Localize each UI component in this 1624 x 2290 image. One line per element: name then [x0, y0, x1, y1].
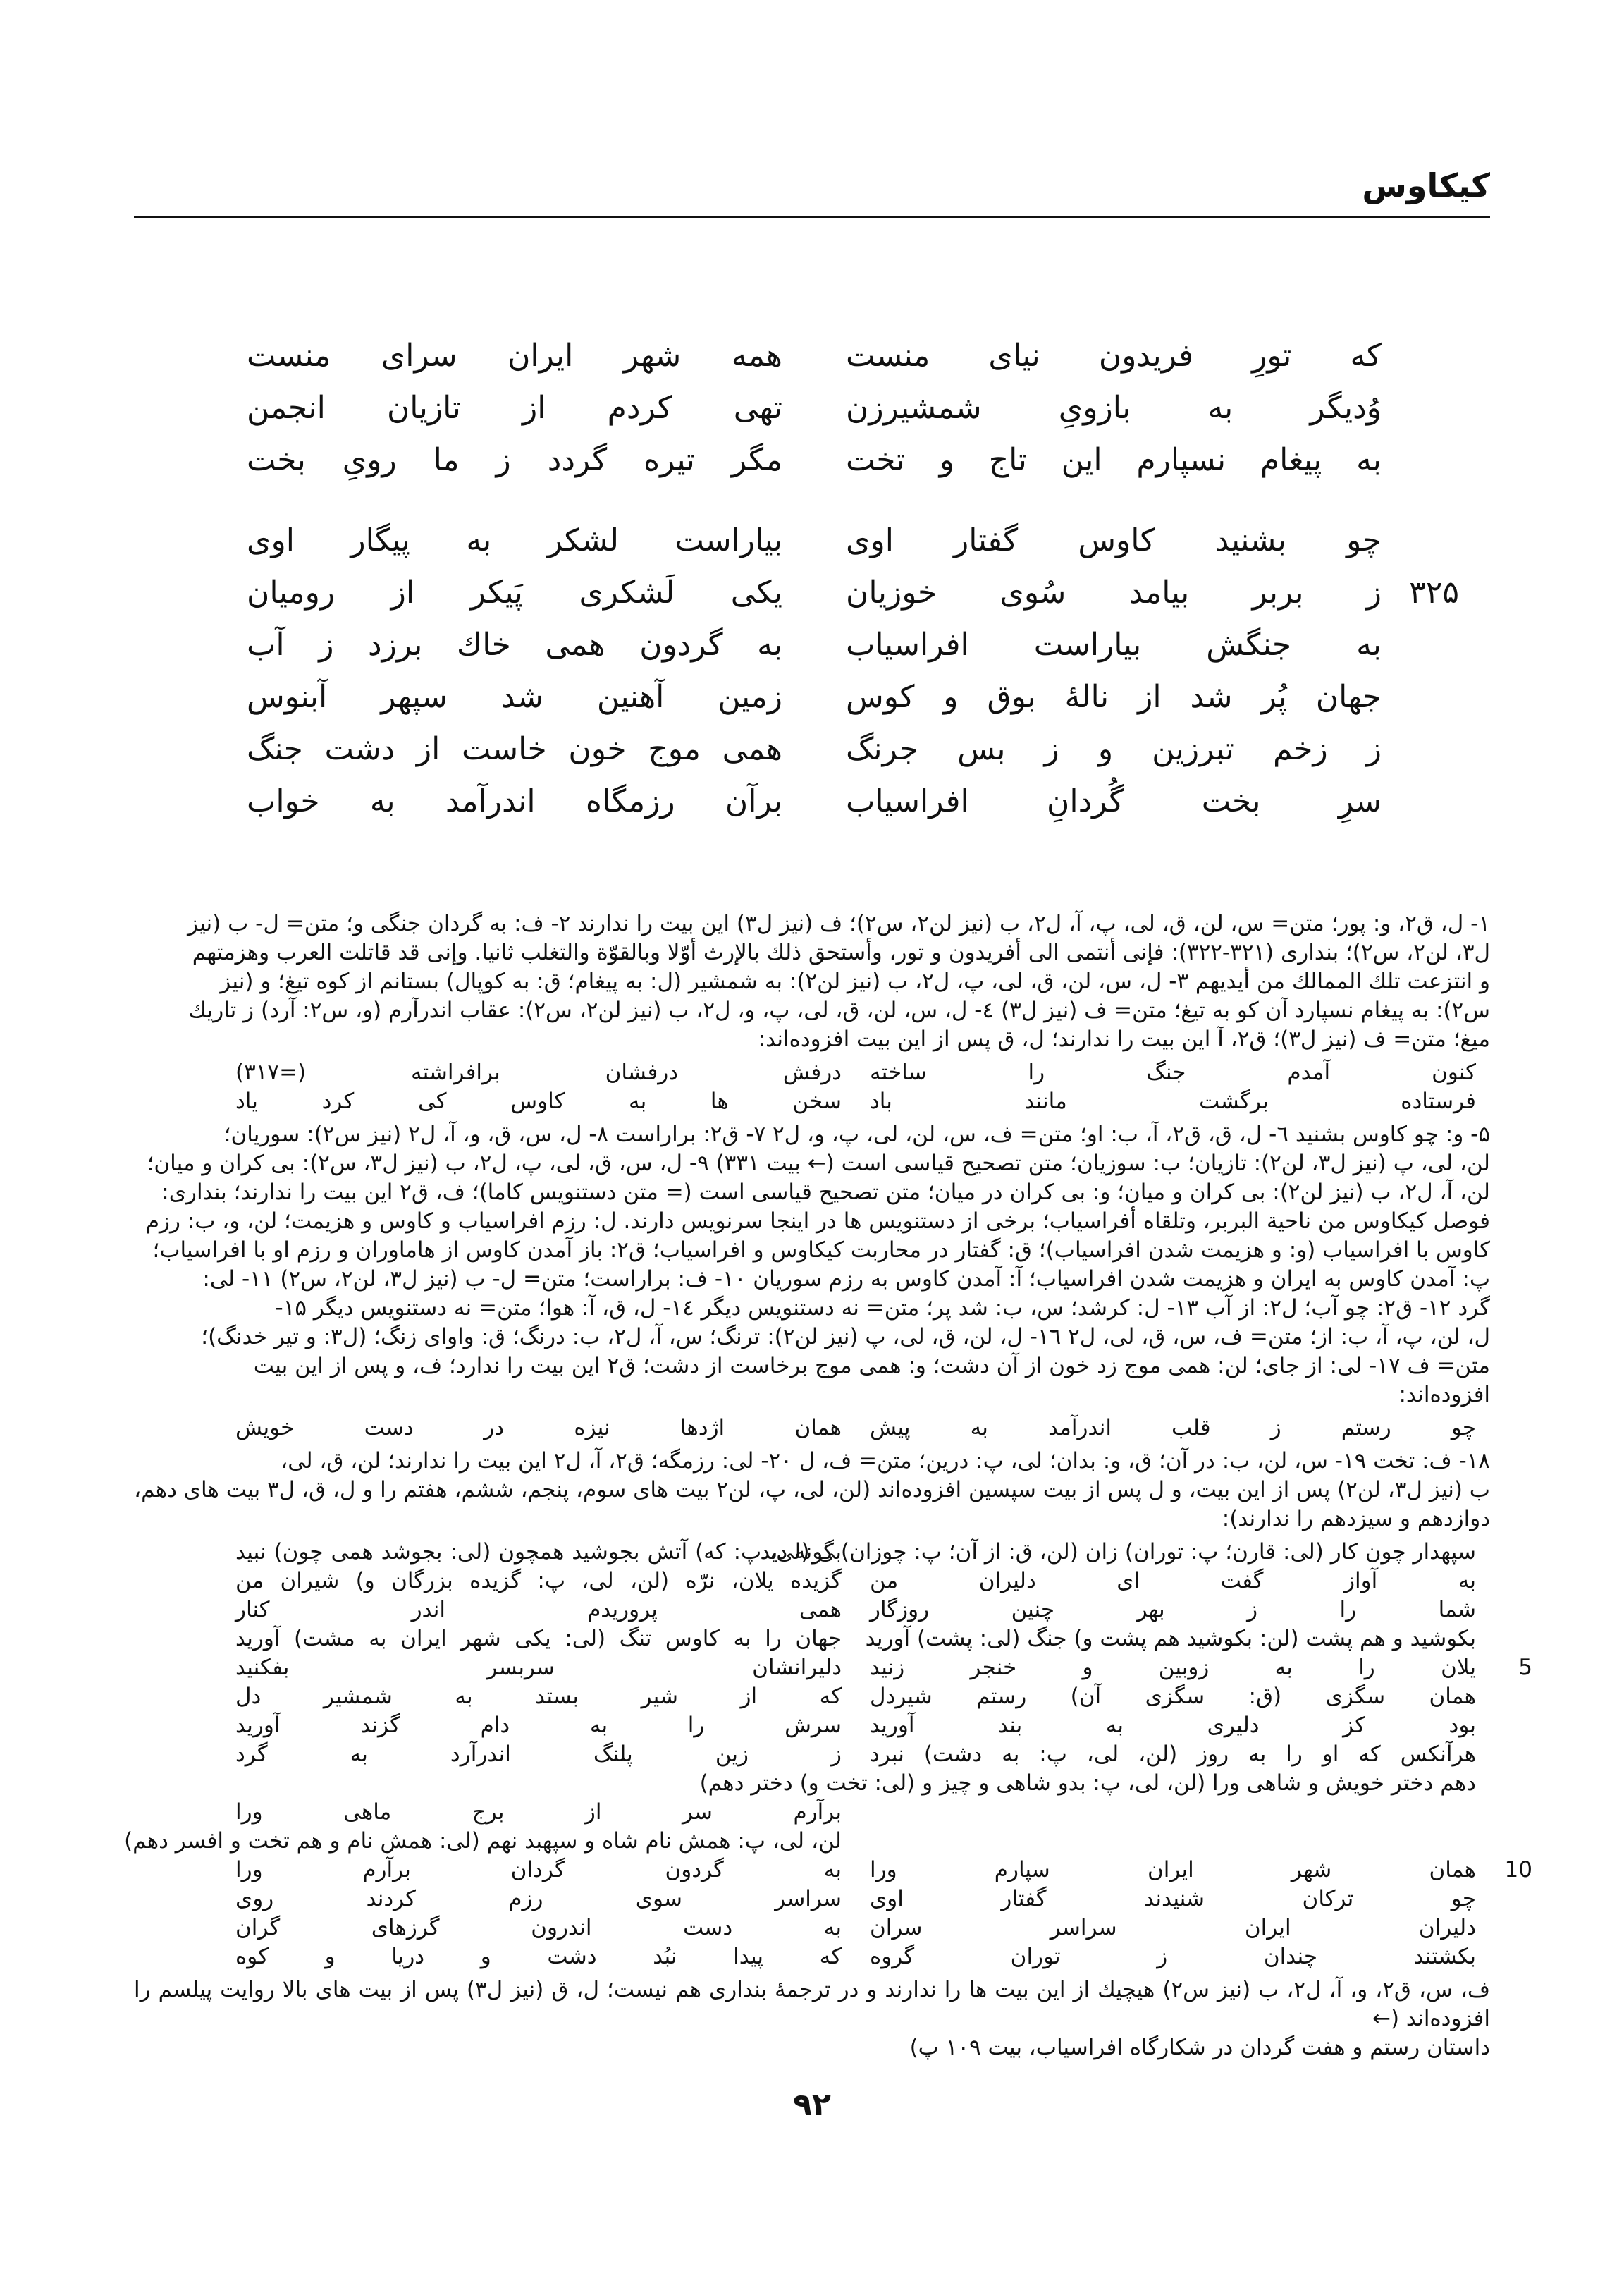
beyt [247, 776, 1382, 828]
beyt [247, 671, 1382, 723]
variant-misra-first: چو رستم ز قلب اندرآمد به پیش [870, 1415, 1476, 1440]
variant-misra-first: بود کز دلیری به بند آورید [870, 1713, 1476, 1738]
misra-second: به گردون همی خاك برزد ز آب [247, 627, 782, 663]
variant-misra-second: که پیدا نبُد دشت و دریا و کوه [235, 1944, 842, 1969]
note-line: افزوده‌اند: [1398, 1382, 1490, 1407]
variant-misra-second: لن، لی، پ: همش نام شاه و سپهبد نهم (لی: همش نام و هم تخت و افسر دهم) [124, 1828, 842, 1854]
variant-beyt [134, 1769, 1490, 1798]
variant-beyt [134, 1058, 1490, 1087]
misra-first: ز بربر بیامد سُوی خوزیان [846, 575, 1382, 611]
variant-misra-second: به گردون گردان برآرم ورا [235, 1857, 842, 1882]
variant-number: 5 [1518, 1655, 1532, 1680]
misra-second: همی موج خون خاست از دشت جنگ [247, 731, 782, 767]
variant-misra-second: دلیرانشان سربسر بفکنید [235, 1655, 842, 1680]
note-line: ۱۸- ف: تخت ۱۹- س، لن، ب: در آن؛ ق، و: بدان؛ لی، پ: درین؛ متن= ف، ل ۲۰- لی: رزمگه؛ ق۲، آ، ل۲ این بیت را ندارند؛ لن، ق، لی، [281, 1448, 1490, 1474]
variant-misra-first: سپهدار چون کار (لی: قارن؛ پ: توران) زان (لن، ق: از آن؛ پ: چوزان) گونه دید [760, 1539, 1476, 1565]
variant-misra-first: کنون آمدم جنگ را ساخته [870, 1060, 1476, 1085]
misra-second: تهی کردم از تازیان انجمن [247, 390, 782, 426]
variant-misra-first: دهم دختر خویش و شاهی ورا (لن، لی، پ: بدو شاهی و چیز و (لی: تخت و) دختر دهم) [699, 1770, 1476, 1796]
misra-second: مگر تیره گردد ز ما رویِ بخت [247, 442, 782, 478]
page-header-title: کیکاوس [1362, 166, 1490, 204]
variant-misra-first: هرآنکس که او را به روز (لن، لی، پ: به دشت) نبرد [870, 1741, 1476, 1767]
variant-misra-first [856, 1798, 1490, 1827]
beyt [247, 330, 1382, 382]
variant-beyt [134, 1538, 1490, 1567]
variant-block [134, 1058, 1490, 1116]
variant-misra-second: سخن ها به کاوس کی کرد یاد [235, 1089, 842, 1114]
variant-misra-second: ز زین پلنگ اندرآرد به گرد [235, 1741, 842, 1767]
beyt [247, 382, 1382, 434]
variant-beyt [134, 1682, 1490, 1711]
beyt [247, 515, 1382, 567]
variant-misra-first: همان شهر ایران سپارم ورا [870, 1857, 1476, 1882]
note-line: دوازدهم و سیزدهم را ندارند): [1222, 1506, 1490, 1531]
misra-first: به جنگش بیاراست افراسیاب [846, 627, 1382, 663]
variant-misra-first: به آواز گفت ای دلیران من [870, 1568, 1476, 1593]
note-line: ۵- و: چو کاوس بشنید ٦- ل، ق، ق۲، آ، ب: او؛ متن= ف، س، لن، لی، پ، و، ل۲ ۷- ق۲: براراست ۸- ل، س، ق، و، آ، ل۲ (نیز س۲): سوریان؛ [223, 1122, 1490, 1147]
variant-misra-first: چو ترکان شنیدند گفتار اوی [870, 1886, 1476, 1911]
variant-misra-second: همان اژدها نیزه در دست خویش [235, 1415, 842, 1440]
note-line: ل۳، لن۲، س۲)؛ بنداری (۳۲۱-۳۲۲): فإنی أنتمی الی أفریدون و تور، وأستحق ذلك بالإرث أوّلا وبالقوّة والتغلب ثانیا. وإنی قد قاتلت العرب وهزمتهم [192, 940, 1490, 965]
variant-misra-second: همی پروریدم اندر کنار [235, 1597, 842, 1622]
misra-second: زمین آهنین شد سپهر آبنوس [247, 679, 782, 715]
beyt [247, 723, 1382, 776]
variant-beyt [134, 1087, 1490, 1116]
variant-beyt [134, 1798, 1490, 1827]
beyt-number: ۳۲۵ [1409, 575, 1459, 611]
page-number: ۹۲ [793, 2087, 831, 2123]
note-line: و انتزعت تلك الممالك من أیدیهم ۳- ل، س، لن، ق، لی، پ، ل۲، ب (نیز لن۲): به شمشیر (ل: به پیغام؛ ق: به کوپال) بستانم از کوه تیغ؛ و (نیز [220, 969, 1490, 994]
variant-misra-first [856, 1827, 1490, 1856]
misra-first: سرِ بخت گُردانِ افراسیاب [846, 783, 1382, 819]
variant-misra-second [221, 1769, 856, 1798]
misra-second: همه شهر ایران سرای منست [247, 338, 782, 374]
misra-second: بیاراست لشکر به پیگار اوی [247, 522, 782, 558]
misra-first: که تورِ فریدون نیای منست [846, 338, 1382, 374]
variant-misra-first: بکشتند چندان ز توران گروه [870, 1944, 1476, 1969]
variant-misra-second: بی (لی، پ: که) آتش بجوشید همچون (لی: بجوشد همی چون) نبید [235, 1539, 842, 1565]
misra-first: چو بشنید کاوس گفتار اوی [846, 522, 1382, 558]
variant-beyt [134, 1596, 1490, 1624]
variant-beyt [124, 1827, 1490, 1856]
variant-beyt [134, 1414, 1490, 1443]
note-line: لن، لی، پ (نیز ل۳، لن۲): تازیان؛ ب: سوزیان؛ متن تصحیح قیاسی است (← بیت ۳۳۱) ۹- ل، س، ق، لی، پ، ل۲، ب (نیز ل۳، س۲): بی کران و میان؛ [147, 1151, 1490, 1176]
misra-first: جهان پُر شد از نالهٔ بوق و کوس [846, 679, 1382, 715]
note-line: س۲): به پیغام نسپارد آن کو به تیغ؛ متن= ف (نیز ل۳) ٤- ل، س، لن، ق، لی، پ، و، ل۲، ب (نیز لن۲، س۲): عقاب اندرآرم (و، س۲: آرد) ز تاریك [188, 998, 1490, 1023]
running-header [134, 166, 1490, 218]
note-line: لن، آ، ل۲، ب (نیز لن۲): بی کران و میان؛ و: بی کران در میان؛ متن تصحیح قیاسی است (= متن دستنویس کاما)؛ ف، ق۲ این بیت را ندارند؛ بنداری: [161, 1180, 1490, 1205]
note-line: میغ؛ متن= ف (نیز ل۳)؛ ق۲، آ این بیت را ندارند؛ ل، ق پس از این بیت افزوده‌اند: [758, 1027, 1490, 1052]
note-line: پ: آمدن کاوس به ایران و هزیمت شدن افراسیاب؛ آ: آمدن کاوس به رزم سوریان ۱۰- ف: براراست؛ متن= ل- ب (نیز ل۳، لن۲، س۲) ۱۱- لی: [202, 1266, 1490, 1292]
variant-misra-second: به دست اندرون گرزهای گران [235, 1915, 842, 1940]
note-line: ۱- ل، ق۲، و: پور؛ متن= س، لن، ق، لی، پ، آ، ل۲، ب (نیز لن۲، س۲)؛ ف (نیز ل۳) این بیت را ندارند ۲- ف: به گردان جنگی و؛ متن= ل- ب (نیز [187, 911, 1490, 936]
beyt [247, 567, 1459, 619]
note-line: فوصل کیکاوس من ناحیة البربر، وتلقاه أفراسیاب؛ برخی از دستنویس ها در اینجا سرنویس دارند. ل: رزم افراسیاب و کاوس و هزیمت؛ لن، و، ب: رزم [145, 1208, 1490, 1234]
variant-beyt [134, 1885, 1490, 1914]
variant-beyt [134, 1567, 1490, 1596]
variant-beyt [134, 1653, 1532, 1682]
beyt [247, 619, 1382, 671]
misra-first: ز زخم تبرزین و ز بس جرنگ [846, 731, 1382, 767]
misra-second: برآن رزمگاه اندرآمد به خواب [247, 783, 782, 819]
note-line: کاوس با افراسیاب (و: و هزیمت شدن افراسیاب)؛ ق: گفتار در محاربت کیکاوس و افراسیاب؛ ق۲: باز آمدن کاوس از هاماوران و رزم او با افراسیاب؛ [152, 1237, 1490, 1263]
variant-misra-first: همان سگزی (ق: سگزی آن) رستم شیردل [870, 1684, 1476, 1709]
note-line: داستان رستم و هفت گردان در شکارگاه افراسیاب، بیت ۱۰۹ پ) [909, 2035, 1490, 2060]
misra-first: وُدیگر به بازویِ شمشیرزن [846, 390, 1382, 426]
variant-misra-second: گزیده یلان، نرّه (لن، لی، پ: گزیده بزرگان و) شیران من [235, 1568, 842, 1593]
note-line: ب (نیز ل۳، لن۲) پس از این بیت، و ل پس از بیت سپسین افزوده‌اند (لن، لی، پ، لن۲ بیت های سوم، پنجم، ششم، هفتم را و ل، ق، ل۳ بیت های دهم، [134, 1477, 1490, 1502]
variant-misra-first: بکوشید و هم پشت (لن: بکوشید هم پشت و) جنگ (لی: پشت) آورید [865, 1626, 1476, 1651]
footnotes [124, 910, 1532, 2062]
note-line: متن= ف ۱۷- لی: از جای؛ لن: همی موج زد خون از آن دشت؛ و: همی موج برخاست از دشت؛ ق۲ این بیت را ندارد؛ ف، و پس از این بیت [253, 1353, 1490, 1378]
variant-misra-second: که از شیر بستد به شمشیر دل [235, 1684, 842, 1709]
variant-misra-second: برآرم سر از برج ماهی ورا [235, 1799, 842, 1825]
note-line: ل، لن، پ، آ، ب: از؛ متن= ف، س، ق، لی، ل۲ ۱٦- ل، لن، ق، لی، پ (نیز لن۲): ترنگ؛ س، آ، ل۲، ب: درنگ؛ ق: واوای زنگ؛ (ل۳: و تیر خدنگ)؛ [201, 1324, 1490, 1349]
variant-misra-second: سرش را به دام گزند آورید [235, 1713, 842, 1738]
variant-misra-second: جهان را به کاوس تنگ (لی: یکی شهر ایران به مشت) آورید [235, 1626, 842, 1651]
note-line: گرد ۱۲- ق۲: چو آب؛ ل۲: از آب ۱۳- ل: کرشد؛ س، ب: شد پر؛ متن= نه دستنویس دیگر ۱٤- ل، ق، آ: هوا؛ متن= نه دستنویس دیگر ۱۵- [275, 1295, 1490, 1321]
variant-block [124, 1538, 1532, 1971]
variant-misra-first: دلیران ایران سراسر سران [870, 1915, 1476, 1940]
variant-misra-first: شما را ز بهر چنین روزگار [870, 1597, 1476, 1622]
variant-beyt [134, 1914, 1490, 1942]
variant-beyt [134, 1740, 1490, 1769]
variant-number: 10 [1504, 1857, 1532, 1882]
misra-first: به پیغام نسپارم این تاج و تخت [846, 442, 1382, 478]
variant-beyt [134, 1711, 1490, 1740]
misra-second: یکی لَشکری پَیکر از رومیان [247, 575, 782, 611]
variant-misra-first: یلان را به زوبین و خنجر زنید [870, 1655, 1476, 1680]
variant-block [134, 1414, 1490, 1443]
note-line: ف، س، ق۲، و، آ، ل۲، ب (نیز س۲) هیچیك از این بیت ها را ندارند و در ترجمهٔ بنداری هم نیست؛ ل، ق (نیز ل۳) پس از بیت های بالا روایت پیلسم را افزوده‌اند (← [134, 1977, 1491, 2031]
variant-beyt [134, 1624, 1490, 1653]
variant-misra-first: فرستاده برگشت مانند باد [870, 1089, 1476, 1114]
variant-misra-second: درفش درفشان برافراشته (=۳۱۷) [235, 1060, 842, 1085]
variant-beyt [134, 1942, 1490, 1971]
variant-beyt [134, 1856, 1532, 1885]
poem-body [247, 330, 1459, 828]
beyt [247, 434, 1382, 486]
variant-misra-second: سراسر سوی رزم کردند روی [235, 1886, 842, 1911]
